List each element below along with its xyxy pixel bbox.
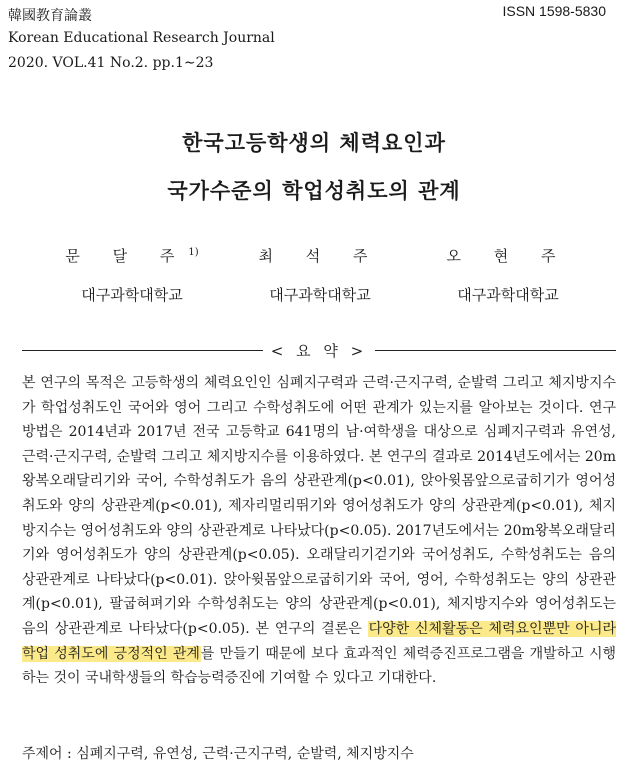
author-1-name bbox=[32, 245, 232, 266]
abstract-heading-rule-left bbox=[22, 350, 263, 351]
author-1-name-text: 문 달 주 bbox=[65, 247, 189, 265]
author-1-footnote: 1) bbox=[188, 247, 199, 258]
paper-title-line-1: 한국고등학생의 체력요인과 bbox=[182, 130, 446, 155]
keywords bbox=[22, 743, 616, 763]
abstract-highlighted-phrase: 다양한 신체활동은 체력요인뿐만 아니라 학업 성취도에 긍정적인 관계 bbox=[22, 620, 617, 662]
paper-title-line-2: 국가수준의 학업성취도의 관계 bbox=[167, 178, 461, 203]
keywords-separator: : bbox=[62, 746, 77, 762]
author-2-affiliation: 대구과학대학교 bbox=[269, 286, 371, 304]
author-2-name: 최 석 주 bbox=[258, 247, 382, 265]
issn: ISSN 1598-5830 bbox=[502, 3, 606, 19]
abstract-body bbox=[22, 371, 616, 691]
abstract-text-before: 본 연구의 목적은 고등학생의 체력요인인 심폐지구력과 근력·근지구력, 순발력 그리고 체지방지수가 학업성취도인 국어와 영어 그리고 수학성취도에 어떤 관계가 있는지를 알아보는 것이다. 연구방법은 2014년과 2017년 전국 고등학교 641명의 남·여학생을 대상으로 심폐지구력과 유연성, 근력·근지구력, 순발력 그리고 체지방지수를 이용하였다. 본 연구의 결과로 2014년도에서는 20m왕복오래달리기와 국어, 수학성취도가 음의 상관관계(p<0.01), 앉아윗몸앞으로굽히기가 영어성취도와 양의 상관관계(p<0.01), 제자리멀리뛰기와 영어성취도가 양의 상관관계(p<0.01), 체지방지수는 영어성취도와 양의 상관관계로 나타났다(p<0.05). 2017년도에서는 20m왕복오래달리기와 영어성취도가 양의 상관관계(p<0.05). 오래달리기걷기와 국어성취도, 수학성취도는 음의 상관관계로 나타났다(p<0.01). 앉아윗몸앞으로굽히기와 국어, 영어, 수학성취도는 양의 상관관계(p<0.01), 팔굽혀펴기와 수학성취도는 양의 상관관계(p<0.01), 체지방지수와 영어성취도는 음의 상관관계로 나타났다(p<0.05). 본 연구의 결론은 bbox=[22, 375, 616, 637]
abstract-heading-text: < 요 약 > bbox=[270, 341, 368, 360]
author-3-name: 오 현 주 bbox=[446, 247, 570, 265]
keywords-text: 심폐지구력, 유연성, 근력·근지구력, 순발력, 체지방지수 bbox=[76, 746, 414, 762]
journal-issue: 2020. VOL.41 No.2. pp.1∼23 bbox=[8, 55, 214, 71]
journal-english-title: Korean Educational Research Journal bbox=[8, 30, 275, 46]
abstract-text-after: 를 만들기 때문에 보다 효과적인 체력증진프로그램을 개발하고 시행하는 것이 국내학생들의 학습능력증진에 기여할 수 있다고 기대한다. bbox=[22, 645, 616, 687]
journal-korean-title: 韓國教育論叢 bbox=[8, 8, 92, 24]
author-3-affiliation: 대구과학대학교 bbox=[457, 286, 559, 304]
abstract-heading bbox=[22, 339, 616, 361]
author-1-affiliation: 대구과학대학교 bbox=[81, 286, 183, 304]
abstract-heading-rule-right bbox=[375, 350, 616, 351]
keywords-label: 주제어 bbox=[22, 746, 63, 762]
